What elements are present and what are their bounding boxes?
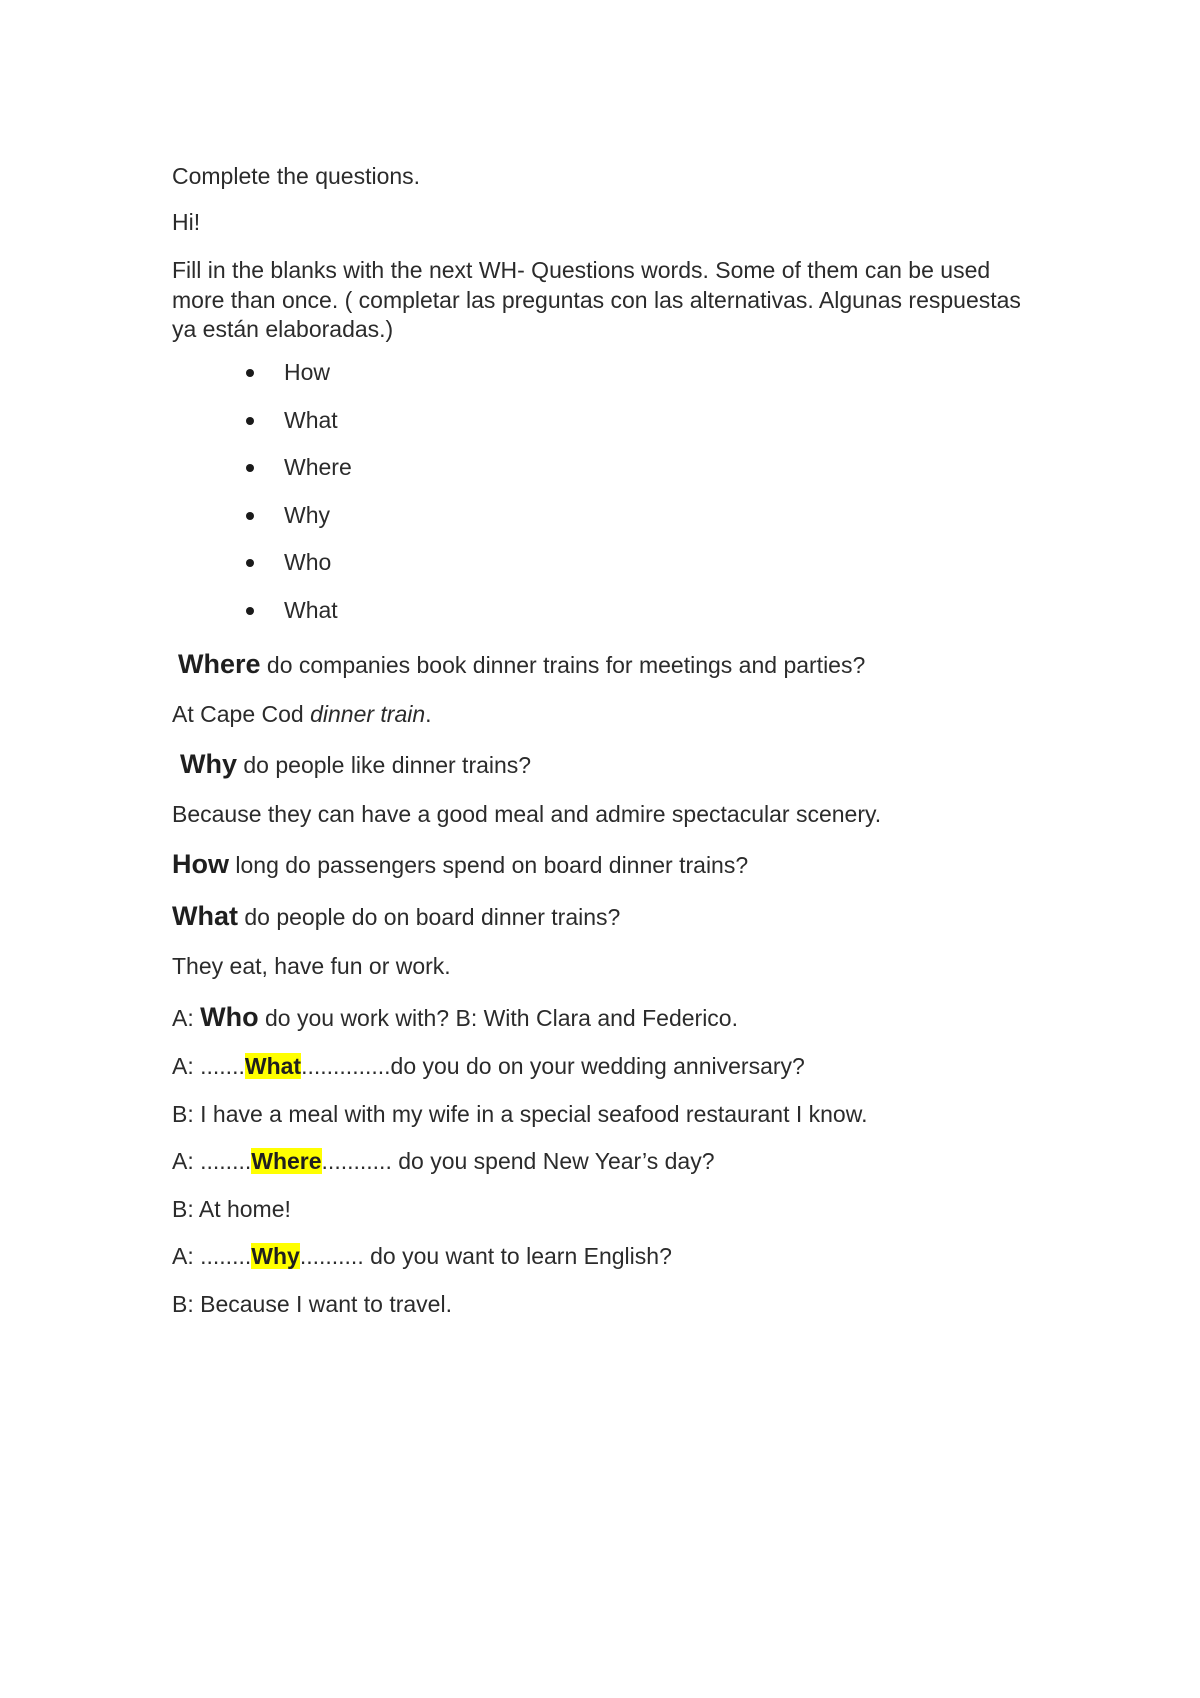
answer-text-end: . [425,701,432,727]
bullet-icon [246,464,254,472]
question-1 [178,650,865,680]
question-text: .......... do you want to learn English? [299,1243,672,1269]
list-item [246,453,352,501]
question-word: Why [180,749,237,779]
bullet-icon [246,512,254,520]
word-bank-item: How [284,359,331,385]
word-bank-item: Why [284,501,330,528]
question-word: What [172,901,238,931]
question-text: do people do on board dinner trains? [237,904,621,930]
bullet-icon [246,369,254,377]
answer-italic-text: dinner train [310,701,426,727]
question-text: long do passengers spend on board dinner trains? [229,852,749,878]
highlighted-answer: Why [251,1243,300,1269]
instructions: Fill in the blanks with the next WH- Questions words. Some of them can be used more than once. ( completar las preguntas con las alternativas. Algunas respuestas ya están elaboradas.) [172,257,1021,342]
answer-text: At Cape Cod [172,701,311,727]
word-bank-item: Where [284,454,352,481]
question-word: How [172,849,229,879]
highlighted-answer: Where [251,1148,322,1174]
question-word: Where [178,649,261,679]
question-text: do companies book dinner trains for meetings and parties? [260,652,866,678]
list-item [246,596,352,644]
question-7 [172,1147,715,1176]
list-item [246,358,352,406]
word-bank-item: What [284,596,338,623]
question-5 [172,1003,738,1033]
list-item [246,548,352,596]
question-text: ........... do you spend New Year’s day? [321,1148,715,1174]
bullet-icon [246,559,254,567]
question-3 [172,850,748,880]
question-word: Who [200,1002,259,1032]
answer-8: B: Because I want to travel. [172,1291,452,1317]
blank-prefix: A: ....... [172,1053,245,1079]
word-bank-item: Who [284,549,332,576]
list-item [246,406,352,454]
question-text: do you work with? B: With Clara and Federico. [258,1005,738,1031]
answer-7: B: At home! [172,1196,291,1222]
answer-6: B: I have a meal with my wife in a special seafood restaurant I know. [172,1101,868,1127]
question-8 [172,1242,672,1271]
question-2 [180,750,531,780]
list-item [246,501,352,549]
answer-2: Because they can have a good meal and admire spectacular scenery. [172,801,882,827]
question-text: ..............do you do on your wedding anniversary? [301,1053,805,1079]
bullet-icon [246,607,254,615]
highlighted-answer: What [244,1053,302,1079]
bullet-icon [246,417,254,425]
answer-1 [172,700,432,729]
greeting: Hi! [172,209,201,235]
answer-4: They eat, have fun or work. [172,953,451,979]
speaker-label: A: [172,1005,201,1031]
page-title: Complete the questions. [172,163,421,189]
word-bank-list [246,358,352,644]
question-6 [172,1052,805,1081]
word-bank-item: What [284,406,338,433]
question-text: do people like dinner trains? [237,752,532,778]
blank-prefix: A: ........ [172,1243,252,1269]
question-4 [172,902,620,932]
blank-prefix: A: ........ [172,1148,252,1174]
